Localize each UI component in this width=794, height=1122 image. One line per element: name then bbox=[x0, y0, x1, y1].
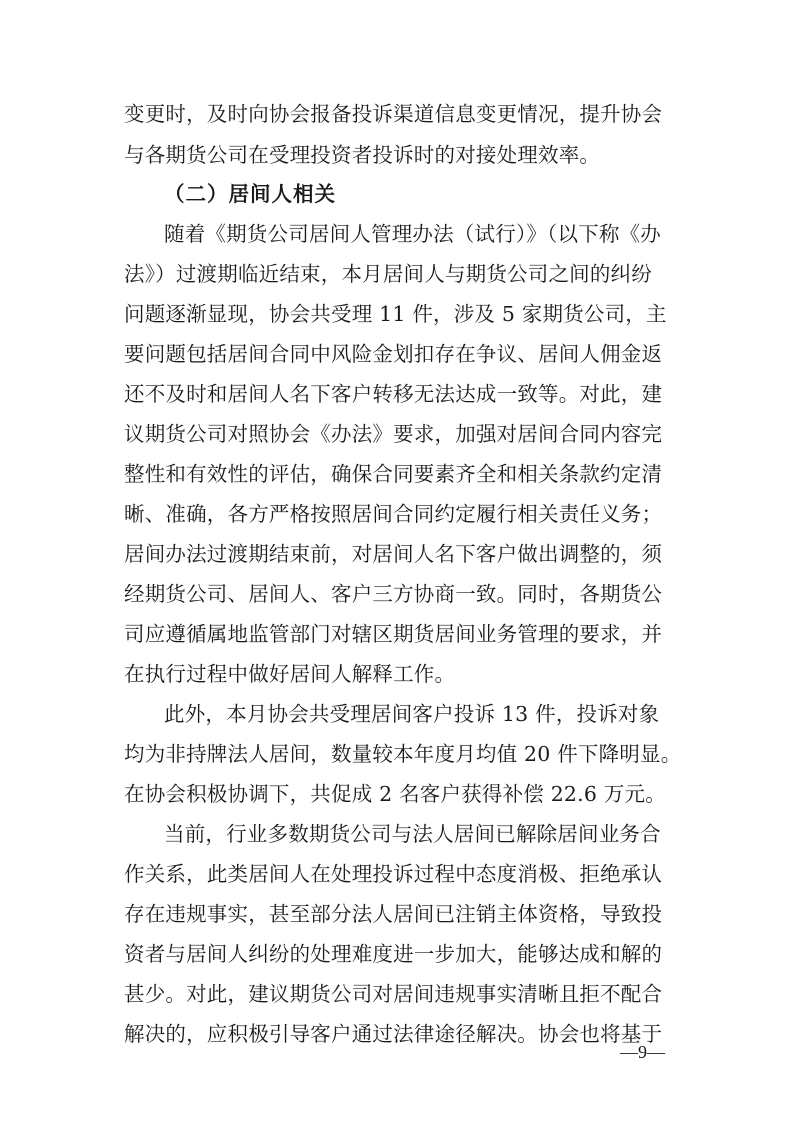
paragraph-line: 与各期货公司在受理投资者投诉时的对接处理效率。 bbox=[124, 143, 601, 167]
paragraph-line: 居间办法过渡期结束前，对居间人名下客户做出调整的，须 bbox=[124, 542, 663, 566]
paragraph-line: 当前，行业多数期货公司与法人居间已解除居间业务合 bbox=[164, 822, 661, 846]
paragraph-line: 法》）过渡期临近结束，本月居间人与期货公司之间的纠纷 bbox=[124, 262, 652, 286]
paragraph-line: 此外，本月协会共受理居间客户投诉 13 件，投诉对象 bbox=[164, 702, 660, 726]
paragraph-line: 作关系，此类居间人在处理投诉过程中态度消极、拒绝承认 bbox=[124, 862, 663, 886]
paragraph-line: 在执行过程中做好居间人解释工作。 bbox=[124, 662, 456, 686]
paragraph-line: 经期货公司、居间人、客户三方协商一致。同时，各期货公 bbox=[124, 582, 663, 606]
paragraph-line: 均为非持牌法人居间，数量较本年度月均值 20 件下降明显。 bbox=[124, 742, 682, 766]
paragraph-line: 存在违规事实，甚至部分法人居间已注销主体资格，导致投 bbox=[124, 902, 663, 926]
paragraph-line: 还不及时和居间人名下客户转移无法达成一致等。对此，建 bbox=[124, 382, 663, 406]
paragraph-line: 甚少。对此，建议期货公司对居间违规事实清晰且拒不配合 bbox=[124, 982, 663, 1006]
paragraph-line: 问题逐渐显现，协会共受理 11 件，涉及 5 家期货公司，主 bbox=[124, 302, 667, 326]
paragraph-line: 晰、准确，各方严格按照居间合同约定履行相关责任义务； bbox=[124, 502, 663, 526]
paragraph-line: 在协会积极协调下，共促成 2 名客户获得补偿 22.6 万元。 bbox=[124, 782, 666, 806]
paragraph-line: 解决的，应积极引导客户通过法律途径解决。协会也将基于 bbox=[124, 1022, 663, 1046]
page-number: —9— bbox=[620, 1042, 665, 1062]
paragraph-line: 随着《期货公司居间人管理办法（试行）》（以下称《办 bbox=[164, 222, 661, 246]
section-heading: （二）居间人相关 bbox=[164, 182, 336, 206]
paragraph-line: 议期货公司对照协会《办法》要求，加强对居间合同内容完 bbox=[124, 422, 663, 446]
paragraph-line: 变更时，及时向协会报备投诉渠道信息变更情况，提升协会 bbox=[124, 102, 663, 126]
paragraph-line: 整性和有效性的评估，确保合同要素齐全和相关条款约定清 bbox=[124, 462, 663, 486]
paragraph-line: 要问题包括居间合同中风险金划扣存在争议、居间人佣金返 bbox=[124, 342, 663, 366]
paragraph-line: 司应遵循属地监管部门对辖区期货居间业务管理的要求，并 bbox=[124, 622, 663, 646]
paragraph-line: 资者与居间人纠纷的处理难度进一步加大，能够达成和解的 bbox=[124, 942, 663, 966]
